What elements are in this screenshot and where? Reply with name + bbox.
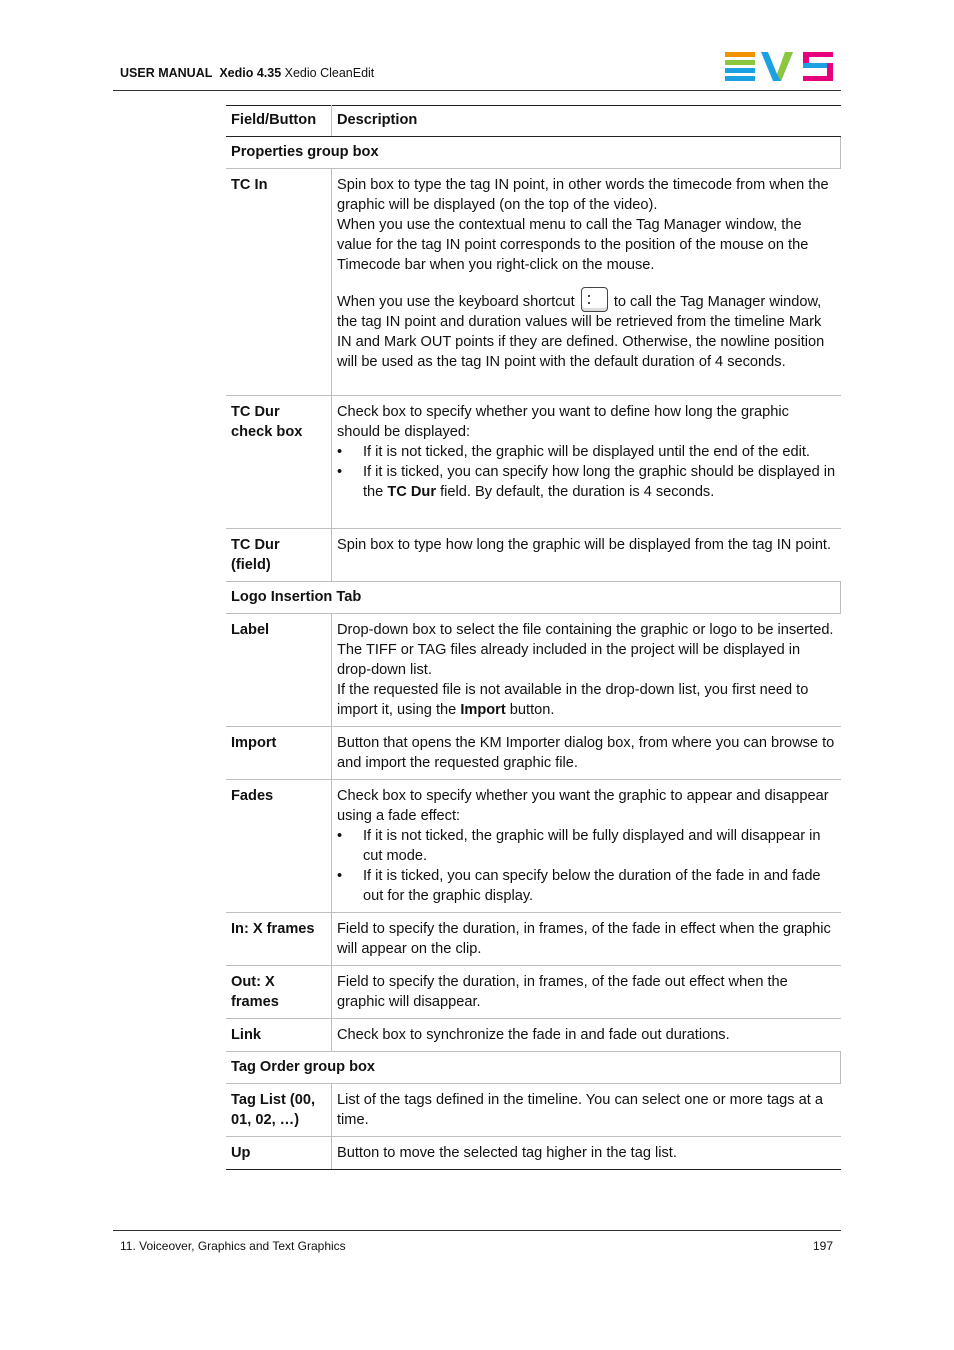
table-row [226,780,841,913]
field-name: In: X frames [226,913,332,966]
field-name [226,396,332,529]
field-description: Check box to synchronize the fade in and fade out durations. [332,1019,841,1052]
field-name: Import [226,727,332,780]
bullet-list [337,826,836,906]
field-name-text: Tag List (00, 01, 02, …) [231,1092,316,1128]
group-row-logo-insertion [226,582,841,614]
description-text [337,287,836,372]
table-row [226,396,841,529]
bullet-list [337,442,836,502]
field-description: Button to move the selected tag higher in the tag list. [332,1137,841,1170]
description-text-part: button. [509,702,555,718]
field-name: Link [226,1019,332,1052]
footer-section: 11. Voiceover, Graphics and Text Graphics [120,1239,346,1253]
field-description: Button that opens the KM Importer dialog box, from where you can browse to and import the requested graphic file. [332,727,841,780]
list-item-text: If it is ticked, you can specify below the duration of the fade in and fade out for the graphic display. [363,868,821,904]
list-item [337,866,836,906]
bullet-icon: • [337,828,343,844]
field-description-table [226,105,841,1170]
page-header [113,48,841,91]
table-row [226,1084,841,1137]
field-name: Fades [226,780,332,913]
group-title: Logo Insertion Tab [226,582,841,614]
description-text: Spin box to type the tag IN point, in other words the timecode from when the graphic will be displayed (on the top of the video). [337,177,829,213]
list-item-text: If it is not ticked, the graphic will be fully displayed and will disappear in cut mode. [363,828,821,864]
module-name: Xedio CleanEdit [284,66,375,80]
description-text: Check box to specify whether you want the graphic to appear and disappear using a fade effect: [337,788,829,824]
field-description [332,396,841,529]
field-description: Field to specify the duration, in frames, of the fade out effect when the graphic will disappear. [332,966,841,1019]
list-item [337,442,836,462]
table-row [226,529,841,582]
header-title [120,66,374,80]
table-row [226,614,841,727]
bullet-icon: • [337,444,343,460]
field-description: List of the tags defined in the timeline. You can select one or more tags at a time. [332,1084,841,1137]
table-header-row [226,106,841,137]
bullet-icon: • [337,464,343,480]
page-number: 197 [812,1239,833,1253]
description-text-part: When you use the keyboard shortcut [337,294,575,310]
product-name: Xedio 4.35 [219,66,282,80]
field-description [332,614,841,727]
description-text: Check box to specify whether you want to define how long the graphic should be displayed: [337,404,789,440]
column-header-field: Field/Button [226,106,332,137]
list-item-text: If it is ticked, you can specify how long the graphic should be displayed in the [363,464,836,500]
field-name-text: Out: X frames [231,974,279,1010]
manual-label: USER MANUAL [120,66,213,80]
field-name: Up [226,1137,332,1170]
field-name-text: TC Dur (field) [231,537,280,573]
group-title: Properties group box [226,137,841,169]
description-text-part: to call the Tag Manager window, the tag IN point and duration values will be retrieved from the timeline Mark IN and Mark OUT points if they are defined. Otherwise, the nowline position will be used as the tag IN point with the default duration of 4 seconds. [337,294,825,370]
table-row [226,1019,841,1052]
field-name [226,966,332,1019]
list-item [337,826,836,866]
table-row [226,913,841,966]
table-row [226,1137,841,1170]
field-description: Spin box to type how long the graphic will be displayed from the tag IN point. [332,529,841,582]
field-name [226,529,332,582]
description-bold: Import [460,702,506,718]
table-row [226,966,841,1019]
group-title: Tag Order group box [226,1052,841,1084]
colon-key-icon [581,287,608,312]
bullet-icon: • [337,868,343,884]
table-row [226,727,841,780]
list-item-bold: TC Dur [387,484,437,500]
description-text-part: If the requested file is not available in the drop-down list, you first need to import it, using the [337,682,809,718]
description-text: When you use the contextual menu to call the Tag Manager window, the value for the tag IN point corresponds to the position of the mouse on the Timecode bar when you right-click on the mouse. [337,217,809,273]
field-description [332,169,841,396]
list-item-text: If it is not ticked, the graphic will be displayed until the end of the edit. [363,444,810,460]
table-row [226,169,841,396]
description-text: Drop-down box to select the file containing the graphic or logo to be inserted. The TIFF or TAG files already included in the project will be displayed in drop-down list. [337,622,834,678]
field-description: Field to specify the duration, in frames, of the fade in effect when the graphic will appear on the clip. [332,913,841,966]
field-description [332,780,841,913]
list-item-text: field. By default, the duration is 4 seconds. [440,484,715,500]
field-name: TC In [226,169,332,396]
field-name [226,1084,332,1137]
evs-logo-icon [725,52,835,82]
field-name-text: TC Dur check box [231,404,303,440]
group-row-tag-order [226,1052,841,1084]
column-header-description: Description [332,106,841,137]
page-footer [113,1230,841,1253]
field-name: Label [226,614,332,727]
group-row-properties [226,137,841,169]
description-text [337,680,836,720]
list-item [337,462,836,502]
